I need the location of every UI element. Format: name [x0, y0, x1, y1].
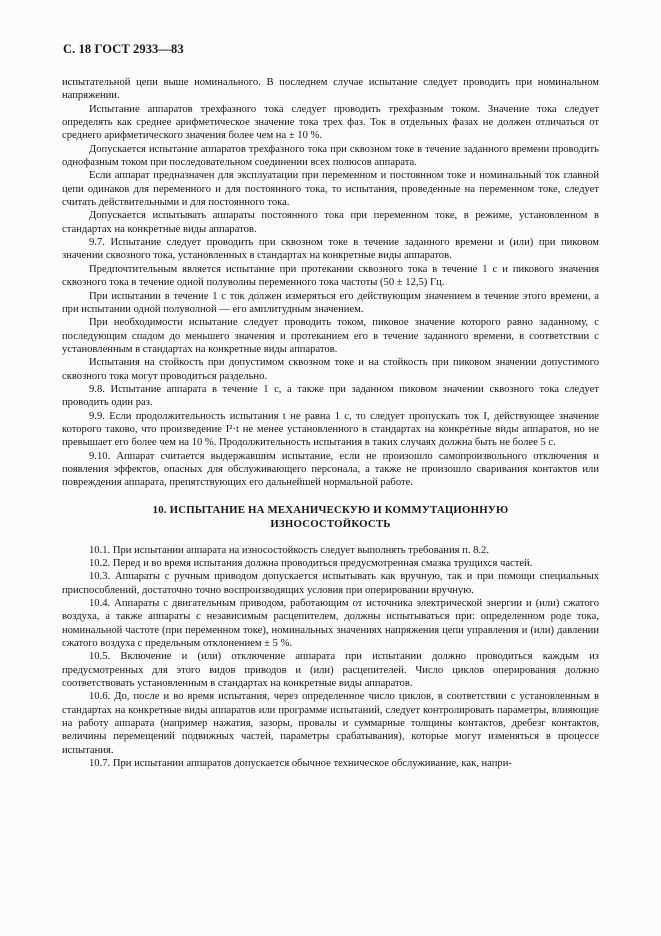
paragraph-9-9: 9.9. Если продолжительность испытания t не равна 1 с, то следует пропускать ток I, действующее значение которого таково, что произведение I²·t не менее установленного в стандартах на конкретные виды аппаратов, но не превышает его более чем на 10 %. Продолжительность испытания в таких случаях должна быть не более 5 с. [62, 410, 599, 449]
paragraph-10-6: 10.6. До, после и во время испытания, через определенное число циклов, в соответствии с установленным в стандартах на конкретные виды аппаратов или программе испытаний, следует контролировать параметры, влияющие на работу аппарата (например нажатия, зазоры, провалы и суммарные толщины контактов, дребезг контактов, величины перемещений подвижных частей, параметры срабатывания), которые могут изменяться в процессе испытания. [62, 691, 599, 756]
section-title [62, 503, 599, 531]
paragraph: При испытании в течение 1 с ток должен измеряться его действующим значением в течение этого времени, а при испытании одной полуволной — его амплитудным значением. [62, 290, 599, 315]
paragraph-9-8: 9.8. Испытание аппарата в течение 1 с, а также при заданном пиковом значении сквозного тока следует проводить один раз. [62, 383, 599, 409]
section-title-line: ИЗНОСОСТОЙКОСТЬ [270, 517, 391, 530]
page-header: С. 18 ГОСТ 2933—83 [63, 42, 184, 56]
paragraph: При необходимости испытание следует проводить током, пиковое значение которого равно заданному, с последующим спадом до меньшего значения и протеканием его в течение заданного времени, в соответствии с установленным в стандартах на конкретные виды аппаратов. [62, 317, 599, 355]
paragraph-10-1: 10.1. При испытании аппарата на износостойкость следует выполнять требования п. 8.2. [89, 544, 490, 556]
paragraph-10-5: 10.5. Включение и (или) отключение аппарата при испытании должно проводиться каждым из предусмотренных для этого видов приводов и (или) расцепителей. Число циклов оперирования должно соответствовать установленным в стандартах на конкретные виды аппаратов. [62, 651, 599, 690]
paragraph-10-2: 10.2. Перед и во время испытания должна проводиться предусмотренная смазка трущихся частей. [89, 558, 533, 569]
paragraph: Если аппарат предназначен для эксплуатации при переменном и постоянном токе и номинальный ток главной цепи одинаков для переменного и для постоянного тока, то испытания, проведенные на переменном токе, следует считать действительными и для постоянного тока. [62, 170, 599, 209]
section-title-line: 10. ИСПЫТАНИЕ НА МЕХАНИЧЕСКУЮ И КОММУТАЦИОННУЮ [152, 503, 509, 516]
paragraph-9-10: 9.10. Аппарат считается выдержавшим испытание, если не произошло самопроизвольного отключения и появления эффектов, опасных для обслуживающего персонала, а также не произошло сваривания контактов или повреждения аппарата, препятствующих его дальнейшей нормальной работе. [62, 450, 599, 489]
document-body [62, 76, 599, 771]
paragraph: Допускается испытывать аппараты постоянного тока при переменном токе, в режиме, установленном в стандартах на конкретные виды аппаратов. [62, 210, 599, 235]
paragraph-10-7: 10.7. При испытании аппаратов допускается обычное техническое обслуживание, как, напри- [89, 758, 512, 770]
paragraph-10-4: 10.4. Аппараты с двигательным приводом, работающим от источника электрической энергии и (или) сжатого воздуха, а также аппараты с независимым расцепителем, должны испытываться при: определенном роде тока, номинальной частоте (при переменном токе), номинальных значениях напряжения цепи управления и (или) давлении сжатого воздуха с предельным отклонением ± 5 %. [62, 598, 599, 650]
paragraph: испытательной цепи выше номинального. В последнем случае испытание следует проводить при номинальном напряжении. [62, 77, 599, 102]
paragraph: Допускается испытание аппаратов трехфазного тока при сквозном токе в течение заданного времени проводить однофазным током при последовательном соединении всех полюсов аппарата. [62, 143, 599, 169]
paragraph: Предпочтительным является испытание при протекании сквозного тока в течение 1 с и пикового значения сквозного тока в течение одной полуволны переменного тока частоты (50 ± 12,5) Гц. [62, 263, 599, 289]
paragraph: Испытание аппаратов трехфазного тока следует проводить трехфазным током. Значение тока следует определять как среднее арифметическое значение тока трех фаз. Ток в отдельных фазах не должен отличаться от среднего арифметического значения более чем на ± 10 %. [62, 103, 599, 142]
paragraph-9-7: 9.7. Испытание следует проводить при сквозном токе в течение заданного времени и (или) при пиковом значении сквозного тока, установленных в стандартах на конкретные виды аппаратов. [62, 237, 599, 262]
paragraph: Испытания на стойкость при допустимом сквозном токе и на стойкость при пиковом значении допустимого сквозного тока могут проводиться раздельно. [62, 357, 599, 382]
paragraph-10-3: 10.3. Аппараты с ручным приводом допускается испытывать как вручную, так и при помощи специальных приспособлений, достаточно точно воспроизводящих условия при оперировании вручную. [62, 571, 599, 596]
